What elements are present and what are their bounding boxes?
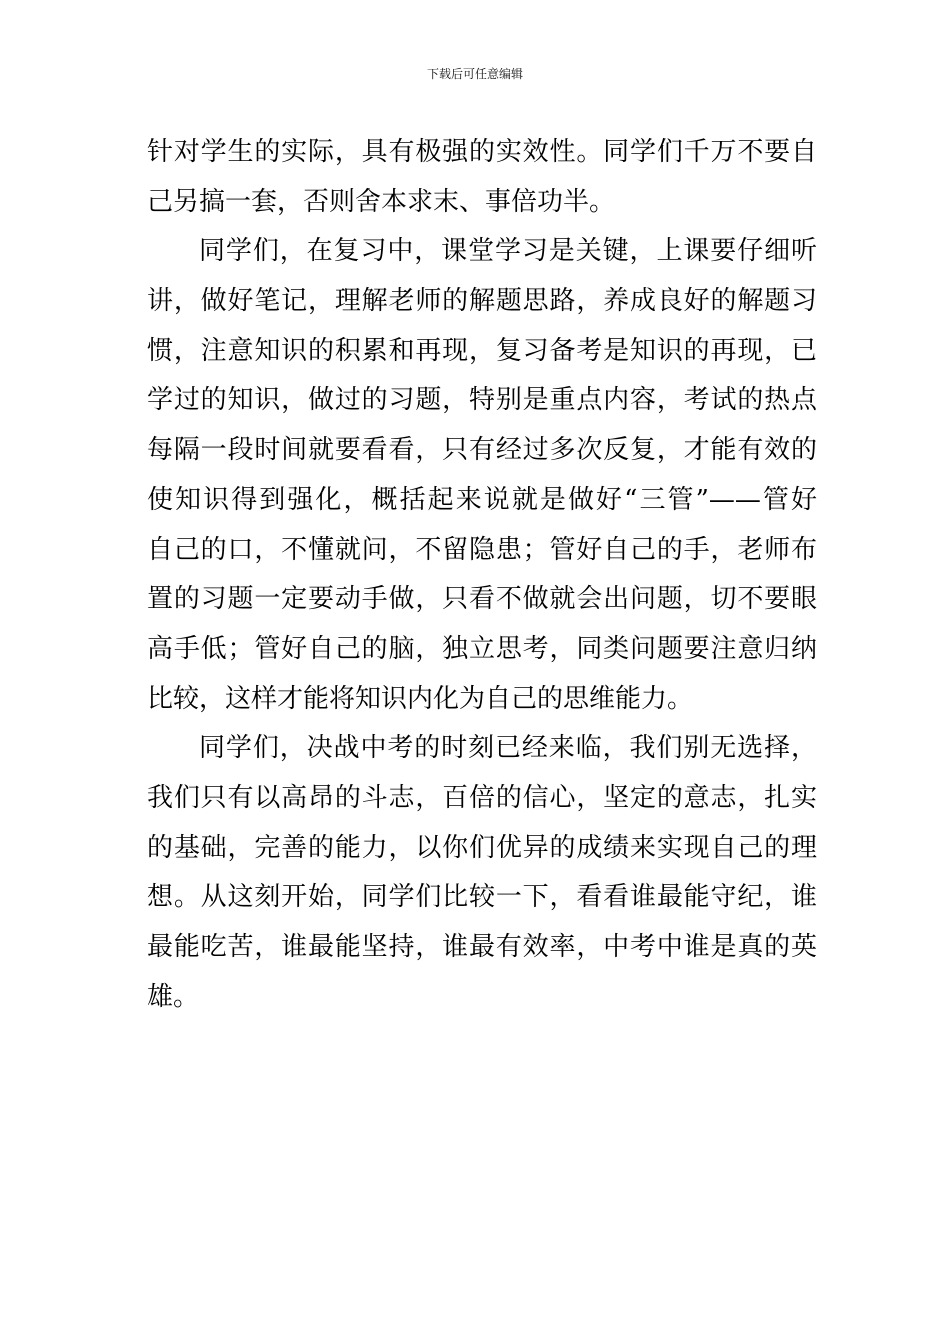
text-line: 的基础，完善的能力，以你们优异的成绩来实现自己的理 bbox=[147, 832, 817, 863]
paragraph-first-line: 同学们，决战中考的时刻已经来临，我们别无选择， bbox=[199, 733, 817, 764]
text-line: 置的习题一定要动手做，只看不做就会出问题，切不要眼 bbox=[147, 584, 817, 615]
text-line: 我们只有以高昂的斗志，百倍的信心，坚定的意志，扎实 bbox=[147, 782, 817, 813]
text-line: 己另搞一套，否则舍本求末、事倍功半。 bbox=[147, 186, 616, 217]
text-line: 想。从这刻开始，同学们比较一下，看看谁最能守纪，谁 bbox=[147, 882, 817, 913]
text-line: 使知识得到强化，概括起来说就是做好“三管”——管好 bbox=[147, 484, 817, 515]
text-line: 比较，这样才能将知识内化为自己的思维能力。 bbox=[147, 683, 694, 714]
text-line: 每隔一段时间就要看看，只有经过多次反复，才能有效的 bbox=[147, 435, 817, 466]
text-line: 自己的口，不懂就问，不留隐患；管好自己的手，老师布 bbox=[147, 534, 817, 565]
text-line: 学过的知识，做过的习题，特别是重点内容，考试的热点 bbox=[147, 385, 817, 416]
page-header: 下载后可任意编辑 bbox=[426, 67, 523, 81]
text-line: 针对学生的实际，具有极强的实效性。同学们千万不要自 bbox=[147, 137, 817, 167]
text-line: 最能吃苦，谁最能坚持，谁最有效率，中考中谁是真的英 bbox=[147, 932, 817, 962]
text-line: 讲，做好笔记，理解老师的解题思路，养成良好的解题习 bbox=[147, 286, 817, 317]
text-line: 惯，注意知识的积累和再现，复习备考是知识的再现，已 bbox=[147, 335, 817, 366]
text-line: 雄。 bbox=[147, 981, 200, 1012]
document-body bbox=[147, 128, 817, 1022]
paragraph-first-line: 同学们，在复习中，课堂学习是关键，上课要仔细听 bbox=[199, 236, 817, 267]
text-line: 高手低；管好自己的脑，独立思考，同类问题要注意归纳 bbox=[147, 633, 817, 664]
